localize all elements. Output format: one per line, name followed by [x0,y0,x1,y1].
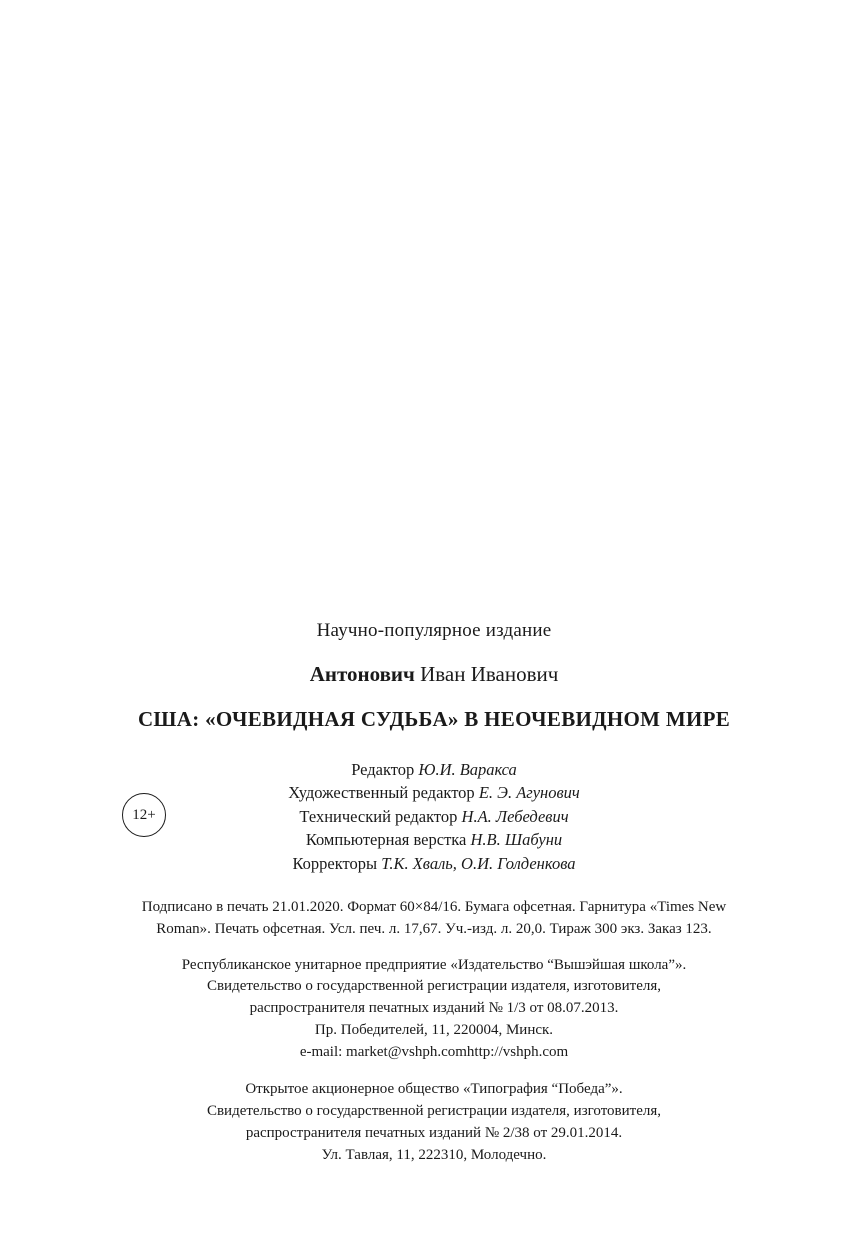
colophon-block [0,620,868,1166]
credit-person: Е. Э. Агунович [478,783,580,803]
print-info [84,897,784,941]
printer-line: Открытое акционерное общество «Типография “Победа”». [245,1081,623,1098]
printer-line: Свидетельство о государственной регистрации издателя, изготовителя, [206,1103,662,1120]
print-info-line: Подписано в печать 21.01.2020. Формат 60×84/16. Бумага офсетная. Гарнитура «Times New [141,899,727,916]
credit-person: Н.В. Шабуни [470,830,563,850]
credit-row [0,758,868,781]
author-surname: Антонович [309,662,415,686]
credit-role: Технический редактор [299,806,458,826]
credit-row [0,828,868,851]
author-line [0,662,868,687]
publisher-line: Республиканское унитарное предприятие «Издательство “Вышэйшая школа”». [181,956,687,973]
print-info-line: Roman». Печать офсетная. Усл. печ. л. 17,67. Уч.-изд. л. 20,0. Тираж 300 экз. Заказ 123. [156,920,712,937]
publisher-line: Свидетельство о государственной регистрации издателя, изготовителя, [206,978,662,995]
credit-role: Редактор [351,760,415,779]
credit-row [0,805,868,828]
publisher-contact-line: e-mail: market@vshph.comhttp://vshph.com [299,1043,569,1060]
credit-role: Корректоры [292,853,378,873]
age-rating-label: 12+ [132,806,156,823]
publisher-line: распространителя печатных изданий № 1/3 от 08.07.2013. [249,1000,619,1017]
credit-person: Ю.И. Варакса [418,760,517,779]
book-title: США: «ОЧЕВИДНАЯ СУДЬБА» В НЕОЧЕВИДНОМ МИРЕ [137,707,731,731]
credits-list [0,758,868,875]
author-given-names: Иван Иванович [420,662,559,686]
credit-row [0,781,868,804]
publisher-info [84,955,784,1064]
printer-line: распространителя печатных изданий № 2/38 от 29.01.2014. [245,1124,623,1141]
credit-row [0,852,868,875]
printer-info [84,1079,784,1166]
credit-role: Художественный редактор [288,783,475,803]
credit-role: Компьютерная верстка [305,830,467,850]
edition-type: Научно-популярное издание [316,620,552,641]
publisher-line: Пр. Победителей, 11, 220004, Минск. [314,1021,554,1038]
credit-person: Н.А. Лебедевич [461,806,569,826]
printer-line: Ул. Тавлая, 11, 222310, Молодечно. [321,1146,547,1163]
credit-person: Т.К. Хваль, О.И. Голденкова [381,853,576,873]
